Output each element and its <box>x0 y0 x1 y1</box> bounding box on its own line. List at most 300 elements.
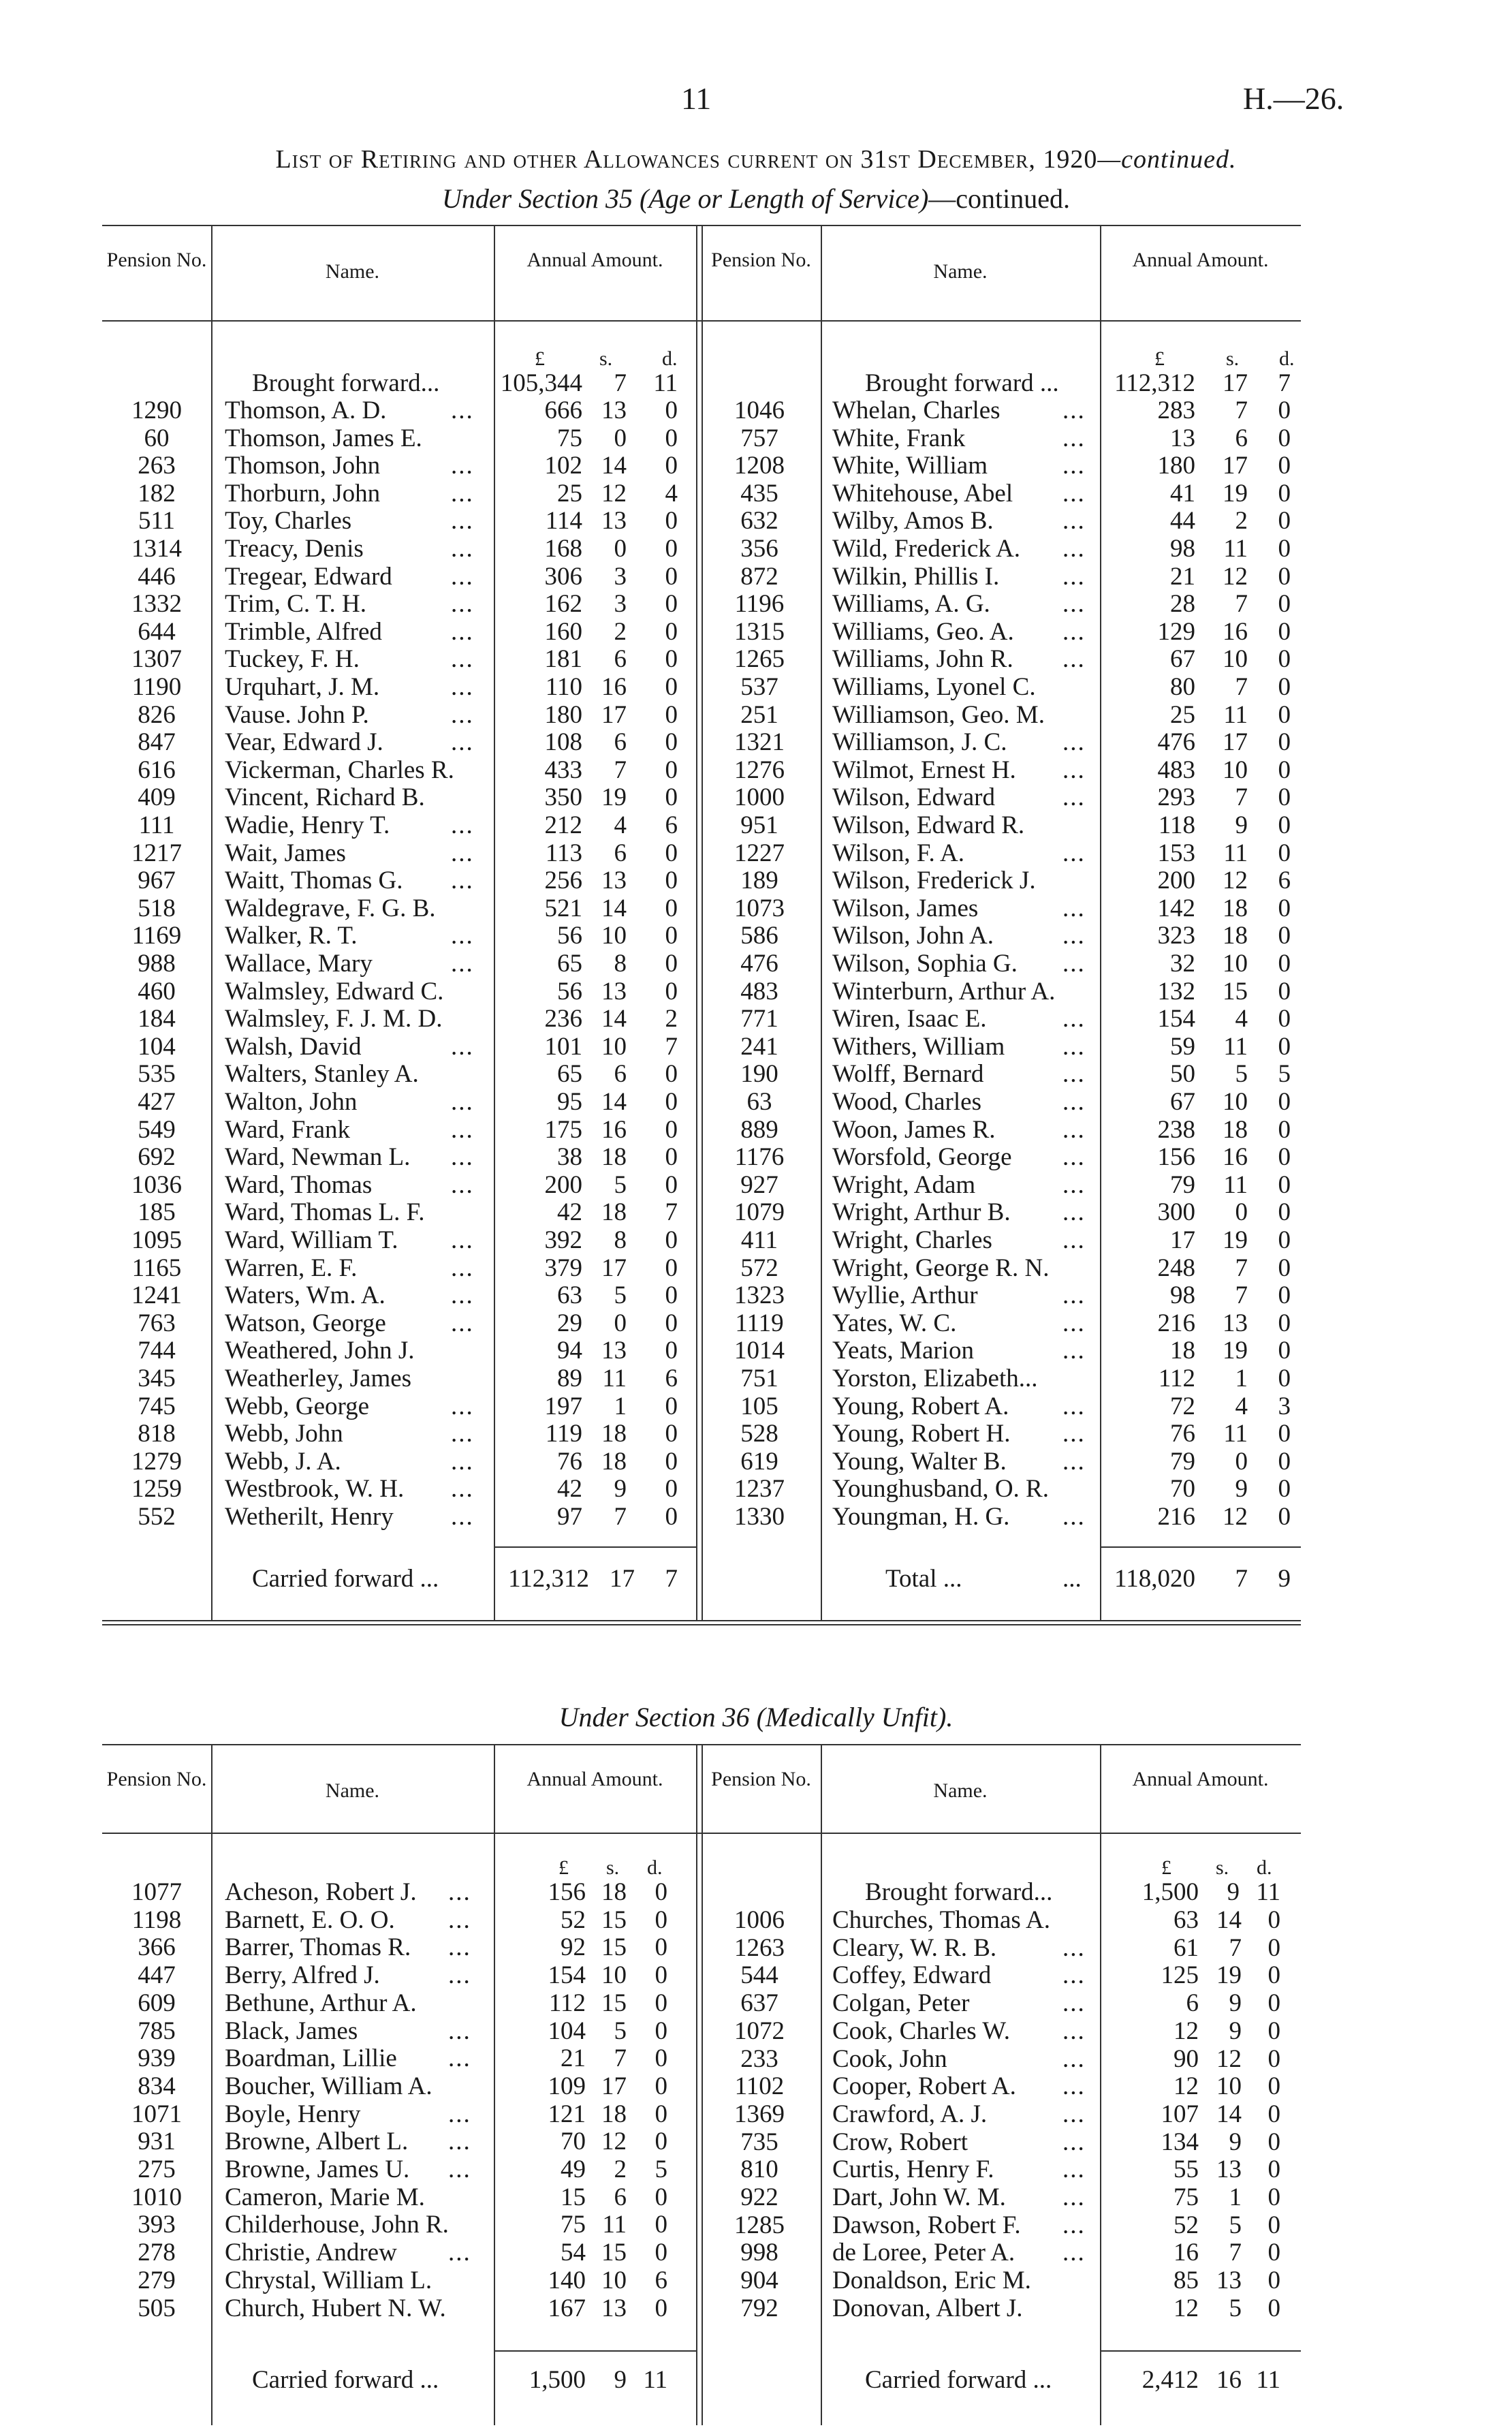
amount-pence: 0 <box>665 535 678 563</box>
amount-pence: 0 <box>665 1170 678 1199</box>
pension-no: 356 <box>740 535 778 563</box>
pension-no: 872 <box>740 562 778 591</box>
amount-shillings: 0 <box>1235 1198 1248 1227</box>
leader-dots: ... <box>451 1420 474 1448</box>
pensioner-name: Colgan, Peter <box>832 1989 970 2018</box>
amount-pence: 0 <box>1278 590 1291 619</box>
amount-shillings: 12 <box>601 2128 627 2156</box>
pensioner-name: Christie, Andrew <box>225 2239 397 2267</box>
amount-shillings: 6 <box>614 1060 627 1089</box>
leader-dots: ... <box>1062 1226 1086 1254</box>
pensioner-name: Wolff, Bernard <box>832 1060 984 1089</box>
leader-dots: ... <box>448 1961 471 1990</box>
s35-right-header-pension-no: Pension No. <box>711 249 811 271</box>
s35-right-brought-forward-label: Brought forward ... <box>865 369 1059 397</box>
pensioner-name: Walsh, David <box>225 1032 362 1061</box>
pension-no: 757 <box>740 424 778 452</box>
pensioner-name: Webb, John <box>225 1420 343 1448</box>
pensioner-name: Barrer, Thomas R. <box>225 1933 411 1962</box>
pensioner-name: Waldegrave, F. G. B. <box>225 894 436 922</box>
amount-pence: 0 <box>1267 2128 1280 2156</box>
pension-no: 1196 <box>734 590 785 619</box>
amount-shillings: 10 <box>601 922 627 950</box>
amount-shillings: 10 <box>601 1961 627 1990</box>
leader-dots: ... <box>1062 1989 1086 2018</box>
amount-pence: 0 <box>1278 535 1291 563</box>
pensioner-name: Younghusband, O. R. <box>832 1475 1049 1504</box>
amount-pence: 0 <box>1278 1281 1291 1310</box>
s35-left-pence-symbol: d. <box>662 347 678 370</box>
amount-pence: 0 <box>1278 1032 1291 1061</box>
pension-no: 518 <box>138 894 176 922</box>
pension-no: 1332 <box>131 590 182 619</box>
leader-dots: ... <box>1062 535 1086 563</box>
amount-shillings: 19 <box>1223 1337 1248 1365</box>
amount-pounds: 256 <box>544 867 582 895</box>
s36-right-header-pension-no: Pension No. <box>711 1768 811 1790</box>
pension-no: 847 <box>138 728 176 757</box>
pensioner-name: Wright, Arthur B. <box>832 1198 1011 1227</box>
s36-right-pounds-symbol: £ <box>1161 1856 1171 1879</box>
list-title-continued: —continued. <box>1097 145 1237 174</box>
list-title <box>0 144 1512 174</box>
pensioner-name: Wait, James <box>225 839 346 867</box>
amount-shillings: 18 <box>601 1878 627 1906</box>
pensioner-name: Wood, Charles <box>832 1088 981 1116</box>
pension-no: 751 <box>740 1365 778 1392</box>
amount-shillings: 7 <box>614 2044 627 2073</box>
pensioner-name: Tregear, Edward <box>225 562 392 591</box>
s36-left-carried-forward-pounds: 1,500 <box>529 2366 586 2394</box>
pensioner-name: Watson, George <box>225 1309 386 1337</box>
s35-left-header-amount: Annual Amount. <box>526 249 663 271</box>
pensioner-name: Wright, Adam <box>832 1170 976 1199</box>
amount-pence: 0 <box>665 507 678 535</box>
leader-dots: ... <box>1062 1088 1086 1116</box>
list-title-year: 1920 <box>1043 145 1098 174</box>
amount-pence: 0 <box>1278 1365 1291 1392</box>
leader-dots: ... <box>451 1170 474 1199</box>
amount-shillings: 1 <box>1229 2183 1242 2211</box>
s36-right-brought-forward-label: Brought forward... <box>865 1878 1053 1906</box>
leader-dots: ... <box>1062 452 1086 480</box>
amount-pence: 0 <box>1267 1906 1280 1934</box>
amount-pence: 0 <box>665 673 678 701</box>
pension-no: 185 <box>138 1198 176 1227</box>
amount-shillings: 16 <box>601 1115 627 1144</box>
leader-dots: ... <box>1062 2211 1086 2239</box>
amount-pounds: 12 <box>1174 2016 1199 2045</box>
leader-dots: ... <box>451 1226 474 1254</box>
amount-pence: 6 <box>665 811 678 839</box>
section35-subtitle-continued: —continued. <box>928 183 1070 214</box>
amount-shillings: 6 <box>614 839 627 867</box>
amount-shillings: 14 <box>601 894 627 922</box>
pension-no: 460 <box>138 977 176 1006</box>
pensioner-name: Walters, Stanley A. <box>225 1060 419 1089</box>
s36-right-brought-forward-shillings: 9 <box>1227 1878 1240 1906</box>
amount-pence: 0 <box>1278 1475 1291 1504</box>
amount-pence: 0 <box>665 396 678 424</box>
amount-shillings: 18 <box>601 2100 627 2128</box>
amount-shillings: 11 <box>602 1365 627 1392</box>
pension-no: 279 <box>138 2266 176 2294</box>
leader-dots: ... <box>451 1475 474 1504</box>
amount-shillings: 19 <box>1216 1961 1242 1990</box>
amount-shillings: 18 <box>1223 922 1248 950</box>
s35-right-brought-forward-pounds: 112,312 <box>1114 369 1195 397</box>
pension-no: 1259 <box>131 1475 182 1504</box>
amount-pounds: 154 <box>1157 1005 1195 1033</box>
amount-shillings: 17 <box>1223 452 1248 480</box>
pensioner-name: Boucher, William A. <box>225 2072 432 2100</box>
pensioner-name: Browne, Albert L. <box>225 2128 409 2156</box>
amount-pounds: 56 <box>557 922 582 950</box>
amount-shillings: 7 <box>1235 396 1248 424</box>
amount-pounds: 75 <box>557 424 582 452</box>
pensioner-name: Toy, Charles <box>225 507 352 535</box>
amount-pence: 0 <box>665 1088 678 1116</box>
leader-dots: ... <box>1062 1170 1086 1199</box>
pensioner-name: Dawson, Robert F. <box>832 2211 1021 2239</box>
leader-dots: ... <box>1062 1143 1086 1172</box>
pensioner-name: Churches, Thomas A. <box>832 1906 1050 1934</box>
leader-dots: ... <box>451 728 474 757</box>
leader-dots: ... <box>1062 424 1086 452</box>
pension-no: 104 <box>138 1032 176 1061</box>
amount-shillings: 10 <box>1223 1088 1248 1116</box>
pensioner-name: Wilson, Sophia G. <box>832 950 1018 978</box>
amount-pounds: 110 <box>545 673 582 701</box>
amount-pounds: 181 <box>544 645 582 674</box>
amount-pence: 0 <box>655 2294 667 2322</box>
amount-shillings: 6 <box>614 728 627 757</box>
amount-pence: 0 <box>665 1060 678 1089</box>
amount-pence: 0 <box>665 1337 678 1365</box>
pension-no: 1036 <box>131 1170 182 1199</box>
s35-left-carried-forward-label: Carried forward ... <box>252 1565 439 1593</box>
leader-dots: ... <box>1062 507 1086 535</box>
leader-dots: ... <box>451 562 474 591</box>
amount-pounds: 25 <box>557 479 582 508</box>
amount-pounds: 102 <box>544 452 582 480</box>
amount-pounds: 119 <box>545 1420 582 1448</box>
amount-pence: 0 <box>1278 396 1291 424</box>
amount-shillings: 12 <box>1223 1503 1248 1531</box>
amount-pence: 0 <box>1267 2211 1280 2239</box>
amount-pounds: 108 <box>544 728 582 757</box>
amount-pounds: 140 <box>548 2266 586 2294</box>
pension-no: 528 <box>740 1420 778 1448</box>
amount-pence: 0 <box>1278 950 1291 978</box>
amount-pence: 0 <box>665 728 678 757</box>
amount-shillings: 14 <box>1216 1906 1242 1934</box>
amount-shillings: 10 <box>1223 950 1248 978</box>
amount-pence: 0 <box>1278 1253 1291 1282</box>
amount-pounds: 59 <box>1170 1032 1195 1061</box>
amount-pence: 0 <box>655 2044 667 2073</box>
amount-shillings: 7 <box>1229 1933 1242 1962</box>
amount-shillings: 9 <box>1235 1475 1248 1504</box>
s35-left-carried-forward-pence: 7 <box>665 1565 678 1593</box>
pension-no: 1369 <box>734 2100 785 2128</box>
amount-shillings: 8 <box>614 950 627 978</box>
amount-shillings: 13 <box>601 507 627 535</box>
leader-dots: ... <box>451 1392 474 1420</box>
amount-shillings: 7 <box>1229 2239 1242 2267</box>
leader-dots: ... <box>448 1905 471 1934</box>
s36-right-carried-forward-label: Carried forward ... <box>865 2366 1052 2394</box>
pension-no: 278 <box>138 2239 176 2267</box>
amount-pounds: 21 <box>561 2044 586 2073</box>
amount-pounds: 28 <box>1170 590 1195 619</box>
amount-pounds: 92 <box>561 1933 586 1962</box>
amount-pounds: 101 <box>544 1032 582 1061</box>
pensioner-name: Webb, George <box>225 1392 370 1420</box>
amount-shillings: 18 <box>601 1143 627 1172</box>
amount-pounds: 21 <box>1170 562 1195 591</box>
pensioner-name: Cleary, W. R. B. <box>832 1933 997 1962</box>
pension-no: 447 <box>138 1961 176 1990</box>
pension-no: 60 <box>144 424 170 452</box>
amount-shillings: 13 <box>601 867 627 895</box>
leader-dots: ... <box>448 2155 471 2183</box>
pensioner-name: Yeats, Marion <box>832 1337 974 1365</box>
pensioner-name: Wilson, Frederick J. <box>832 867 1036 895</box>
pension-no: 632 <box>740 507 778 535</box>
pension-no: 263 <box>138 452 176 480</box>
amount-shillings: 3 <box>614 562 627 591</box>
amount-pence: 0 <box>1278 1143 1291 1172</box>
amount-pence: 0 <box>1278 783 1291 812</box>
leader-dots: ... <box>1062 1060 1086 1089</box>
amount-pence: 7 <box>665 1198 678 1227</box>
pensioner-name: Williamson, Geo. M. <box>832 700 1045 729</box>
amount-pence: 0 <box>655 2100 667 2128</box>
amount-pence: 0 <box>665 1475 678 1504</box>
pensioner-name: Ward, Newman L. <box>225 1143 411 1172</box>
leader-dots: ... <box>1062 1032 1086 1061</box>
pension-no: 409 <box>138 783 176 812</box>
pensioner-name: Trimble, Alfred <box>225 617 382 646</box>
pensioner-name: Treacy, Denis <box>225 535 364 563</box>
amount-pence: 0 <box>655 1933 667 1962</box>
amount-shillings: 14 <box>1216 2100 1242 2128</box>
pensioner-name: Vincent, Richard B. <box>225 783 425 812</box>
leader-dots: ... <box>451 839 474 867</box>
pension-no: 1006 <box>734 1906 785 1934</box>
pension-no: 1102 <box>734 2072 785 2101</box>
pension-no: 544 <box>740 1961 778 1990</box>
amount-pounds: 283 <box>1157 396 1195 424</box>
amount-pounds: 44 <box>1170 507 1195 535</box>
leader-dots: ... <box>1062 2183 1086 2211</box>
leader-dots: ... <box>1062 562 1086 591</box>
leader-dots: ... <box>451 617 474 646</box>
pension-no: 572 <box>740 1253 778 1282</box>
amount-pounds: 16 <box>1174 2239 1199 2267</box>
amount-shillings: 9 <box>1229 1989 1242 2018</box>
leader-dots: ... <box>448 1878 471 1906</box>
pension-no: 1119 <box>735 1309 784 1337</box>
pensioner-name: Webb, J. A. <box>225 1447 341 1476</box>
pensioner-name: White, William <box>832 452 988 480</box>
leader-dots: ... <box>451 645 474 674</box>
leader-dots: ... <box>1062 1005 1086 1033</box>
leader-dots: ... <box>1062 922 1086 950</box>
pensioner-name: Weathered, John J. <box>225 1337 415 1365</box>
leader-dots: ... <box>1062 1281 1086 1310</box>
pension-no: 1176 <box>734 1143 785 1172</box>
pensioner-name: Thorburn, John <box>225 479 381 508</box>
amount-shillings: 9 <box>1229 2016 1242 2045</box>
pensioner-name: Williams, Geo. A. <box>832 617 1014 646</box>
pensioner-name: Barnett, E. O. O. <box>225 1905 395 1934</box>
leader-dots: ... <box>448 2128 471 2156</box>
amount-pence: 0 <box>665 1392 678 1420</box>
pensioner-name: de Loree, Peter A. <box>832 2239 1015 2267</box>
pensioner-name: Wilson, James <box>832 894 979 922</box>
amount-pounds: 112 <box>548 1989 586 2017</box>
amount-pence: 0 <box>1267 1989 1280 2018</box>
leader-dots: ... <box>1062 1309 1086 1337</box>
amount-pounds: 154 <box>548 1961 586 1990</box>
amount-pence: 5 <box>1278 1060 1291 1089</box>
amount-pounds: 379 <box>544 1253 582 1282</box>
leader-dots: ... <box>1062 645 1086 674</box>
pensioner-name: Cook, John <box>832 2044 947 2073</box>
amount-pence: 0 <box>665 590 678 619</box>
amount-pounds: 114 <box>545 507 582 535</box>
pensioner-name: Thomson, John <box>225 452 381 480</box>
amount-shillings: 15 <box>601 1989 627 2017</box>
pension-no: 1190 <box>131 673 182 701</box>
pensioner-name: Walmsley, Edward C. <box>225 977 444 1006</box>
amount-pounds: 160 <box>544 617 582 646</box>
amount-shillings: 9 <box>1235 811 1248 839</box>
amount-pounds: 167 <box>548 2294 586 2322</box>
leader-dots: ... <box>1062 1337 1086 1365</box>
leader-dots: ... <box>451 452 474 480</box>
pension-no: 1079 <box>734 1198 785 1227</box>
pension-no: 939 <box>138 2044 176 2073</box>
amount-pence: 2 <box>665 1005 678 1033</box>
leader-dots: ... <box>1062 1115 1086 1144</box>
pensioner-name: Wadie, Henry T. <box>225 811 390 839</box>
amount-pounds: 41 <box>1170 479 1195 508</box>
pension-no: 345 <box>138 1365 176 1392</box>
leader-dots: ... <box>448 2044 471 2073</box>
amount-pounds: 180 <box>544 700 582 729</box>
s35-left-brought-forward-shillings: 7 <box>614 369 627 397</box>
amount-shillings: 17 <box>601 700 627 729</box>
pensioner-name: Young, Robert A. <box>832 1392 1009 1420</box>
pensioner-name: Wilson, Edward <box>832 783 995 812</box>
amount-pence: 0 <box>1278 1198 1291 1227</box>
pensioner-name: Tuckey, F. H. <box>225 645 360 674</box>
amount-shillings: 11 <box>602 2211 627 2239</box>
s35-right-pence-symbol: d. <box>1279 347 1295 370</box>
pension-no: 586 <box>740 922 778 950</box>
amount-shillings: 4 <box>1235 1005 1248 1033</box>
amount-pence: 7 <box>665 1032 678 1061</box>
s35-left-header-pension-no: Pension No. <box>106 249 207 271</box>
amount-pence: 0 <box>665 1226 678 1254</box>
amount-pounds: 200 <box>1157 867 1195 895</box>
pension-no: 637 <box>740 1989 778 2018</box>
pension-no: 251 <box>740 700 778 729</box>
leader-dots: ... <box>1062 617 1086 646</box>
pension-no: 1321 <box>734 728 785 757</box>
pension-no: 537 <box>740 673 778 701</box>
amount-pence: 0 <box>665 1115 678 1144</box>
amount-shillings: 17 <box>601 2072 627 2100</box>
amount-pounds: 6 <box>1186 1989 1199 2018</box>
amount-shillings: 6 <box>614 645 627 674</box>
amount-pounds: 306 <box>544 562 582 591</box>
amount-pence: 0 <box>1278 507 1291 535</box>
section35-subtitle-text: Under Section 35 (Age or Length of Service) <box>442 183 929 214</box>
amount-pence: 0 <box>1278 1088 1291 1116</box>
amount-pence: 0 <box>1278 1005 1291 1033</box>
pensioner-name: Cooper, Robert A. <box>832 2072 1016 2101</box>
pension-no: 792 <box>740 2294 778 2322</box>
amount-pounds: 75 <box>561 2211 586 2239</box>
amount-shillings: 11 <box>1223 839 1248 867</box>
amount-pounds: 392 <box>544 1226 582 1254</box>
amount-pounds: 12 <box>1174 2072 1199 2101</box>
pensioner-name: Urquhart, J. M. <box>225 673 380 701</box>
pension-no: 951 <box>740 811 778 839</box>
amount-pence: 0 <box>1278 1420 1291 1448</box>
pensioner-name: Chrystal, William L. <box>225 2266 432 2294</box>
leader-dots: ... <box>451 1503 474 1531</box>
s36-right-brought-forward-pounds: 1,500 <box>1141 1878 1199 1906</box>
amount-shillings: 6 <box>1235 424 1248 452</box>
pensioner-name: Ward, Thomas <box>225 1170 373 1199</box>
pension-no: 1276 <box>734 756 785 784</box>
amount-pounds: 238 <box>1157 1115 1195 1144</box>
amount-shillings: 9 <box>614 1475 627 1504</box>
leader-dots: ... <box>1062 2016 1086 2045</box>
pensioner-name: Whelan, Charles <box>832 396 1001 424</box>
leader-dots: ... <box>451 535 474 563</box>
amount-pounds: 49 <box>561 2155 586 2183</box>
amount-pounds: 15 <box>561 2183 586 2211</box>
pension-no: 190 <box>740 1060 778 1089</box>
pension-no: 1073 <box>734 894 785 922</box>
amount-pounds: 153 <box>1157 839 1195 867</box>
leader-dots: ... <box>451 922 474 950</box>
pensioner-name: Crow, Robert <box>832 2128 968 2156</box>
s36-right-carried-forward-pounds: 2,412 <box>1141 2366 1199 2394</box>
pensioner-name: Browne, James U. <box>225 2155 410 2183</box>
amount-pounds: 433 <box>544 756 582 784</box>
amount-pounds: 104 <box>548 2016 586 2045</box>
amount-pence: 0 <box>655 2128 667 2156</box>
pension-no: 619 <box>740 1447 778 1476</box>
s35-right-total-label: Total ... <box>885 1565 962 1593</box>
document-code: H.—26. <box>1243 81 1344 116</box>
leader-dots: ... <box>1062 2128 1086 2156</box>
amount-pence: 0 <box>1278 1337 1291 1365</box>
amount-shillings: 18 <box>1223 1115 1248 1144</box>
amount-shillings: 4 <box>1235 1392 1248 1420</box>
amount-shillings: 19 <box>1223 1226 1248 1254</box>
s36-left-header-amount: Annual Amount. <box>526 1768 663 1790</box>
amount-pounds: 50 <box>1170 1060 1195 1089</box>
amount-pence: 0 <box>1278 1447 1291 1476</box>
